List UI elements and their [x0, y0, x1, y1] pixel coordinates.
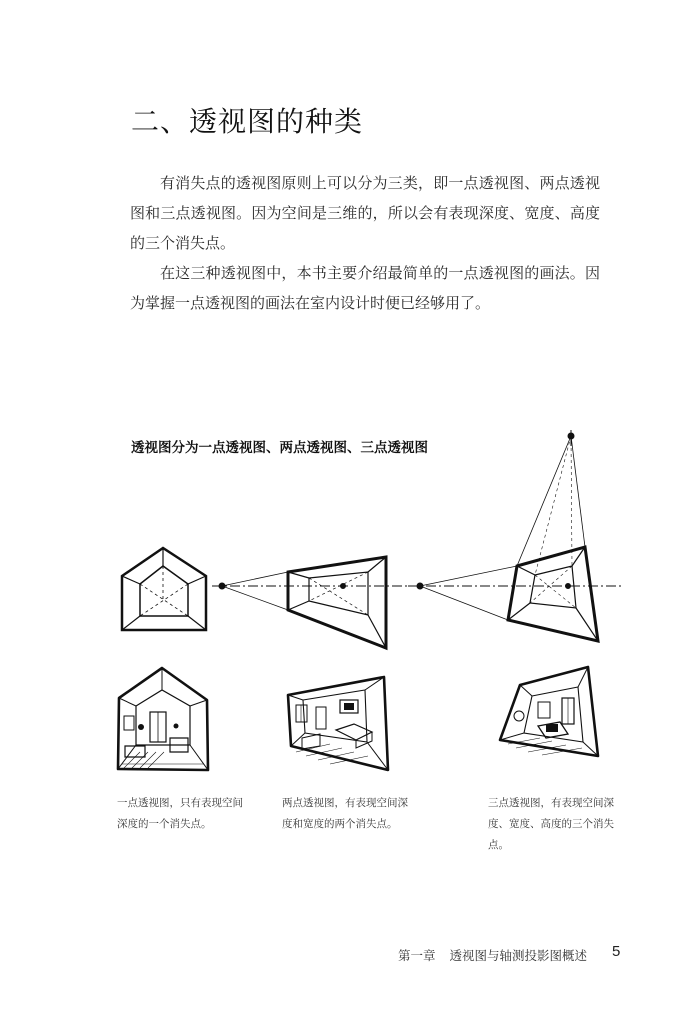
- page-number: 5: [612, 943, 621, 960]
- caption-one-point: 一点透视图，只有表现空间深度的一个消失点。: [117, 797, 243, 830]
- three-point-room-sketch: [500, 667, 598, 756]
- paragraph-1: 有消失点的透视图原则上可以分为三类，即一点透视图、两点透视图和三点透视图。因为空间是三维的，所以会有表现深度、宽度、高度的三个消失点。: [130, 174, 600, 252]
- section-title: 二、透视图的种类: [131, 105, 364, 138]
- caption-two-point: 两点透视图，有表现空间深度和宽度的两个消失点。: [282, 797, 408, 830]
- caption-three-point: 三点透视图，有表现空间深度、宽度、高度的三个消失点。: [488, 797, 614, 851]
- one-point-room-sketch: [118, 668, 208, 770]
- footer-chapter: [398, 946, 601, 964]
- figure-title: 透视图分为一点透视图、两点透视图、三点透视图: [131, 440, 428, 456]
- three-point-box-diagram: [408, 430, 624, 641]
- one-point-box-diagram: [122, 548, 206, 630]
- chapter-label: 第一章: [398, 948, 436, 963]
- chapter-title: 透视图与轴测投影图概述: [449, 948, 588, 963]
- paragraph-2: 在这三种透视图中，本书主要介绍最简单的一点透视图的画法。因为掌握一点透视图的画法在室内设计时便已经够用了。: [130, 264, 600, 312]
- two-point-box-diagram: [212, 557, 408, 648]
- two-point-room-sketch: [288, 677, 388, 770]
